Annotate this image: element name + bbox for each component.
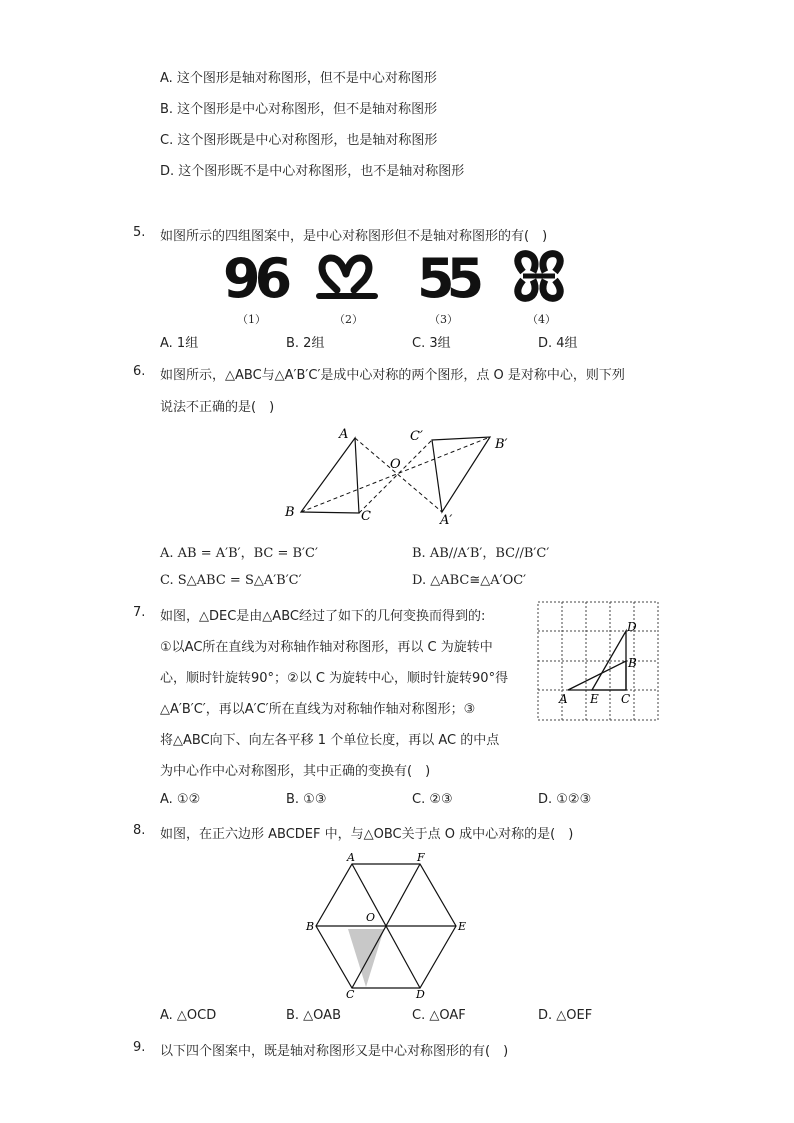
q4-option-c: C. 这个图形既是中心对称图形，也是轴对称图形 [160,133,438,148]
q6-label-b: B [285,505,295,520]
q6-option-a: A. AB = A′B′，BC = B′C′ [160,546,318,561]
q7-option-c: C. ②③ [412,792,453,807]
q7-line-5: 将△ABC向下、向左各平移 1 个单位长度，再以 AC 的中点 [160,733,500,748]
q7-option-a: A. ①② [160,792,201,807]
q6-label-c: C [361,509,371,524]
q8-label-e: E [458,920,467,933]
q8-label-f: F [417,851,425,864]
q6-label-a2: A′ [440,513,453,528]
shaded-triangle-obc [348,929,384,987]
q5-option-b: B. 2组 [286,336,325,351]
q6-label-c2: C′ [410,429,423,444]
q8-label-o: O [366,911,376,924]
q5-caption-2: （2） [334,313,363,326]
q4-option-a: A. 这个图形是轴对称图形，但不是中心对称图形 [160,71,437,86]
q9-question: 以下四个图案中，既是轴对称图形又是中心对称图形的有( ) [160,1044,509,1059]
pattern-3-glyph: 55 [417,250,477,310]
q8-label-d: D [416,988,425,1000]
q8-hexagon-figure [300,848,475,1000]
q5-caption-1: （1） [237,313,266,326]
q7-line-3: 心，顺时针旋转90°；②以 C 为旋转中心，顺时针旋转90°得 [160,671,509,686]
q7-number: 7. [133,605,146,620]
q7-line-2: ①以AC所在直线为对称轴作轴对称图形，再以 C 为旋转中 [160,640,493,655]
q8-option-b: B. △OAB [286,1008,341,1023]
q4-option-d: D. 这个图形既不是中心对称图形，也不是轴对称图形 [160,164,465,179]
q6-question-line2: 说法不正确的是( ) [160,400,275,415]
q5-caption-3: （3） [429,313,458,326]
q7-label-c: C [621,692,631,706]
q7-grid-figure [537,601,659,723]
q6-option-c: C. S△ABC = S△A′B′C′ [160,573,302,588]
q5-number: 5. [133,225,146,240]
q7-option-b: B. ①③ [286,792,327,807]
triangle-abc-grid [568,661,626,690]
q8-option-a: A. △OCD [160,1008,217,1023]
q7-line-1: 如图，△DEC是由△ABC经过了如下的几何变换而得到的: [160,609,486,624]
q7-option-d: D. ①②③ [538,792,592,807]
q5-question: 如图所示的四组图案中，是中心对称图形但不是轴对称图形的有( ) [160,229,548,244]
triangle-dec-grid [592,631,626,690]
triangle-a2b2c2 [432,437,490,512]
pattern-2-shape [319,258,375,296]
q7-label-b: B [628,656,637,670]
q6-question-line1: 如图所示，△ABC与△A′B′C′是成中心对称的两个图形，点 O 是对称中心，则下列 [160,368,625,383]
q6-option-b: B. AB//A′B′，BC//B′C′ [412,546,550,561]
q6-figure [275,420,525,535]
q4-option-b: B. 这个图形是中心对称图形，但不是轴对称图形 [160,102,438,117]
q6-label-a: A [339,427,349,442]
pattern-1-glyph: 96 [223,250,287,310]
q8-label-c: C [346,988,355,1000]
q8-option-c: C. △OAF [412,1008,466,1023]
q5-patterns-figure [215,250,585,310]
q5-caption-4: （4） [527,313,556,326]
q7-label-e: E [590,692,599,706]
q7-label-d: D [627,620,637,634]
q7-line-6: 为中心作中心对称图形，其中正确的变换有( ) [160,764,431,779]
q7-line-4: △A′B′C′，再以A′C′所在直线为对称轴作轴对称图形；③ [160,702,476,717]
q5-option-a: A. 1组 [160,336,199,351]
q8-question: 如图，在正六边形 ABCDEF 中，与△OBC关于点 O 成中心对称的是( ) [160,827,574,842]
triangle-abc [301,438,359,513]
q6-number: 6. [133,364,146,379]
q6-option-d: D. △ABC≅△A′OC′ [412,573,527,588]
q6-label-b2: B′ [495,437,508,452]
pattern-4-shape [518,254,560,299]
q5-option-c: C. 3组 [412,336,451,351]
q8-number: 8. [133,823,146,838]
q8-label-a: A [347,851,355,864]
q8-label-b: B [306,920,315,933]
q8-option-d: D. △OEF [538,1008,593,1023]
q6-label-o: O [390,457,401,472]
q5-option-d: D. 4组 [538,336,578,351]
q9-number: 9. [133,1040,146,1055]
q7-label-a: A [559,692,568,706]
